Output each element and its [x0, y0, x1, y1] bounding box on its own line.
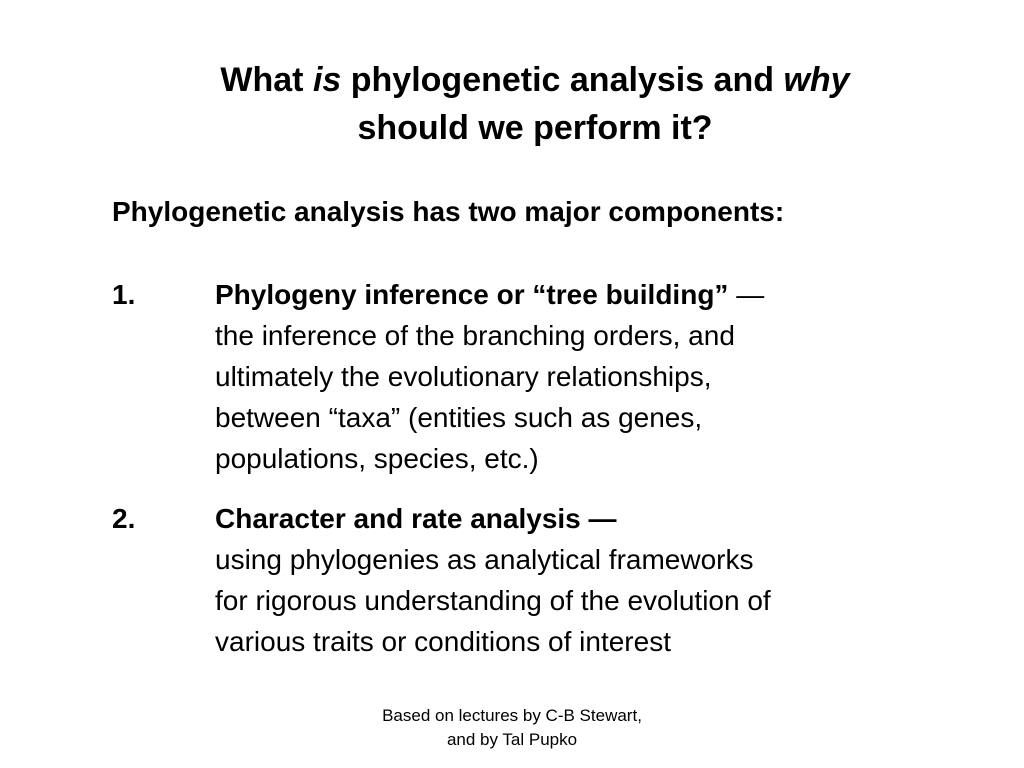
title-emphasis-is: is — [312, 61, 342, 99]
list-item-content — [215, 498, 975, 662]
list-item-heading: Phylogeny inference or “tree building” — [215, 279, 729, 310]
title-text-1: What — [220, 61, 313, 99]
list-item-description-line: using phylogenies as analytical frameworks — [215, 544, 754, 575]
list-item-description-line: ultimately the evolutionary relationships, — [215, 361, 712, 392]
list-item-number: 2. — [112, 503, 136, 534]
footer-line-1: Based on lectures by C-B Stewart, — [382, 706, 642, 725]
list-item-description-line: populations, species, etc.) — [215, 443, 539, 474]
list-item-description-line: between “taxa” (entities such as genes, — [215, 402, 703, 433]
list-item-description-line: various traits or conditions of interest — [215, 626, 671, 657]
list-item-description-line: the inference of the branching orders, and — [215, 320, 735, 351]
list-item-content — [215, 274, 975, 479]
slide-subtitle: Phylogenetic analysis has two major components: — [112, 196, 785, 227]
list-item-dash: — — [728, 279, 765, 310]
list-item-number: 1. — [112, 279, 136, 310]
list-item-heading: Character and rate analysis — — [215, 503, 617, 534]
slide-footer — [340, 704, 684, 752]
footer-line-2: and by Tal Pupko — [446, 730, 578, 749]
title-text-2: phylogenetic analysis and — [341, 61, 784, 99]
list-item-description-line: for rigorous understanding of the evolution of — [215, 585, 771, 616]
title-line-2: should we perform it? — [357, 109, 713, 147]
slide-title — [140, 56, 930, 152]
title-emphasis-why: why — [783, 61, 850, 99]
